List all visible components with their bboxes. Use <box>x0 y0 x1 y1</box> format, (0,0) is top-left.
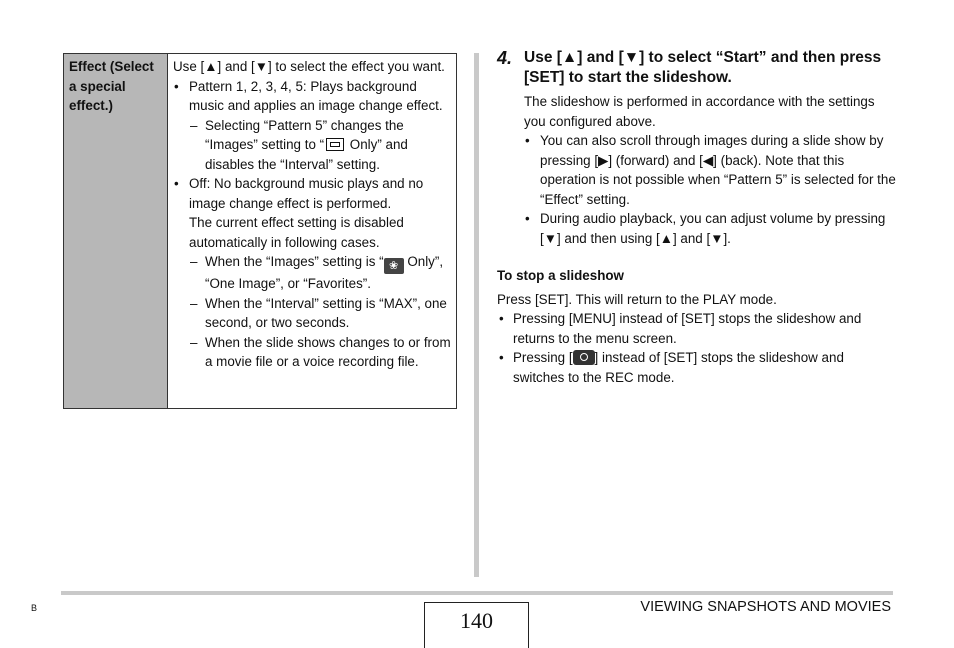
step-bullet-scroll: • You can also scroll through images during a slide show by pressing [▶] (forward) and [◀] (back). Note that this operation is not possible when “Pattern 5” is selected for the “Effect” setting. <box>497 131 897 209</box>
pattern5-note <box>173 116 451 175</box>
camera-icon <box>573 350 595 365</box>
pattern-bullet: • Pattern 1, 2, 3, 4, 5: Plays background music and applies an image change effect. <box>173 77 451 116</box>
stop-bullet-camera <box>497 348 897 387</box>
favorites-folder-icon: ❀ <box>384 258 404 274</box>
pattern5-text-b: Only” and disables the “Interval” setting. <box>205 137 408 172</box>
effect-settings-table <box>63 53 457 409</box>
table-description-cell <box>168 54 456 408</box>
stop-bullet-menu: • Pressing [MENU] instead of [SET] stops the slideshow and returns to the menu screen. <box>497 309 897 348</box>
footer-rule <box>61 591 893 595</box>
case1-text-a: When the “Images” setting is “ <box>205 254 384 269</box>
stop-bullet2-text-a: Pressing [ <box>513 350 573 365</box>
case1-text-b: Only”, “One Image”, or “Favorites”. <box>205 254 444 291</box>
stop-heading: To stop a slideshow <box>497 268 624 283</box>
stop-text: Press [SET]. This will return to the PLAY mode. <box>497 291 777 307</box>
step-title: Use [▲] and [▼] to select “Start” and then press [SET] to start the slideshow. <box>524 49 882 86</box>
table-header-cell: Effect (Select a special effect.) <box>64 54 168 408</box>
column-divider <box>474 53 479 577</box>
case-interval: – When the “Interval” setting is “MAX”, one second, or two seconds. <box>173 294 451 333</box>
step-heading <box>497 48 897 88</box>
stop-bullet2-text-b: ] instead of [SET] stops the slideshow and switches to the REC mode. <box>513 350 844 385</box>
step-number: 4. <box>497 48 513 68</box>
pattern5-text-a: Selecting “Pattern 5” changes the “Images” setting to “ <box>205 117 404 152</box>
effect-intro: Use [▲] and [▼] to select the effect you want. <box>173 59 445 74</box>
page-number: 140 <box>424 602 529 648</box>
section-title: VIEWING SNAPSHOTS AND MOVIES <box>640 599 891 615</box>
corner-mark: B <box>31 603 38 613</box>
image-frame-icon <box>326 138 344 151</box>
right-column <box>497 48 897 387</box>
case-movie: – When the slide shows changes to or from a movie file or a voice recording file. <box>173 333 451 372</box>
step-description: The slideshow is performed in accordance with the settings you configured above. <box>524 94 875 129</box>
off-note: The current effect setting is disabled automatically in following cases. <box>189 215 404 250</box>
case-images <box>173 252 451 294</box>
off-bullet: • Off: No background music plays and no image change effect is performed. <box>173 174 451 213</box>
step-bullet-volume: • During audio playback, you can adjust volume by pressing [▼] and then using [▲] and [▼]. <box>497 209 897 248</box>
